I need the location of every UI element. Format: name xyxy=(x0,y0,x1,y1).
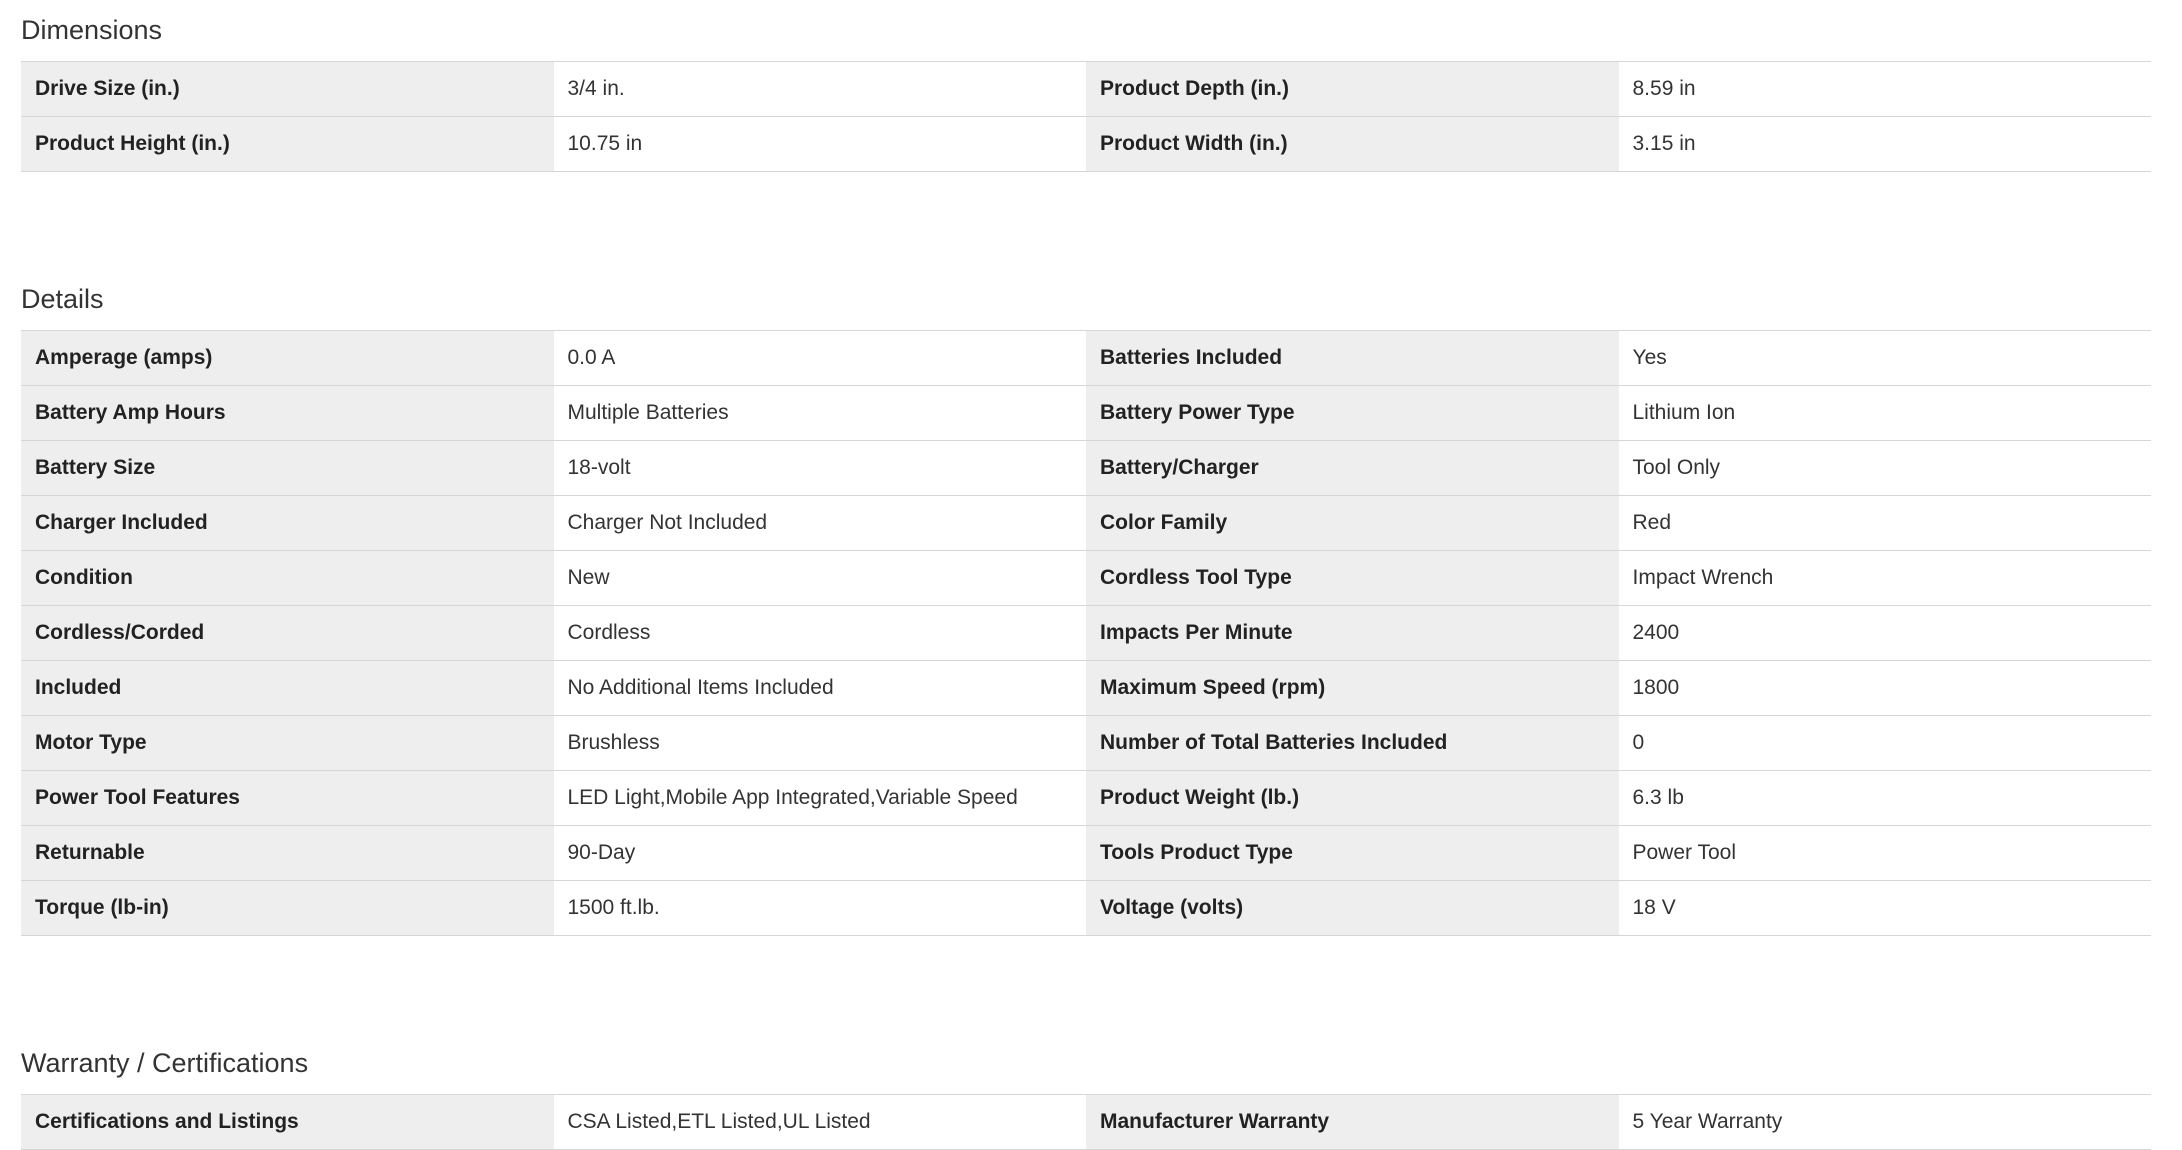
table-row xyxy=(21,117,2151,172)
spec-value: New xyxy=(554,551,1087,605)
spec-value: 10.75 in xyxy=(554,117,1087,171)
spec-value: Multiple Batteries xyxy=(554,386,1087,440)
spec-value: No Additional Items Included xyxy=(554,661,1087,715)
spec-value: 2400 xyxy=(1619,606,2152,660)
spec-value: 8.59 in xyxy=(1619,62,2152,116)
spec-value: 5 Year Warranty xyxy=(1619,1095,2152,1149)
spec-name: Product Height (in.) xyxy=(21,117,554,171)
spec-name: Charger Included xyxy=(21,496,554,550)
spec-name: Power Tool Features xyxy=(21,771,554,825)
warranty-certifications-section xyxy=(21,1033,2151,1150)
spec-value: CSA Listed,ETL Listed,UL Listed xyxy=(554,1095,1087,1149)
spec-value: Cordless xyxy=(554,606,1087,660)
spec-name: Product Width (in.) xyxy=(1086,117,1619,171)
spec-name: Maximum Speed (rpm) xyxy=(1086,661,1619,715)
spec-value: 1500 ft.lb. xyxy=(554,881,1087,935)
spec-name: Battery Size xyxy=(21,441,554,495)
table-row xyxy=(21,1095,2151,1150)
spec-value: 0.0 A xyxy=(554,331,1087,385)
spec-value: 3/4 in. xyxy=(554,62,1087,116)
spec-value: Charger Not Included xyxy=(554,496,1087,550)
spec-value: LED Light,Mobile App Integrated,Variable Speed xyxy=(554,771,1087,825)
spec-name: Number of Total Batteries Included xyxy=(1086,716,1619,770)
spec-name: Motor Type xyxy=(21,716,554,770)
table-row xyxy=(21,551,2151,606)
spec-value: Impact Wrench xyxy=(1619,551,2152,605)
spec-name: Color Family xyxy=(1086,496,1619,550)
spec-value: 18 V xyxy=(1619,881,2152,935)
spec-value: Power Tool xyxy=(1619,826,2152,880)
spec-name: Included xyxy=(21,661,554,715)
section-title-details: Details xyxy=(21,284,104,314)
spec-value: 90-Day xyxy=(554,826,1087,880)
table-row xyxy=(21,606,2151,661)
spec-name: Amperage (amps) xyxy=(21,331,554,385)
table-row xyxy=(21,716,2151,771)
spec-name: Battery Amp Hours xyxy=(21,386,554,440)
spec-name: Manufacturer Warranty xyxy=(1086,1095,1619,1149)
spec-name: Drive Size (in.) xyxy=(21,62,554,116)
spec-name: Condition xyxy=(21,551,554,605)
dimensions-section xyxy=(21,0,2151,172)
dimensions-table xyxy=(21,61,2151,172)
warranty-certifications-table xyxy=(21,1094,2151,1150)
table-row xyxy=(21,331,2151,386)
spec-name: Battery/Charger xyxy=(1086,441,1619,495)
spec-value: Brushless xyxy=(554,716,1087,770)
details-section xyxy=(21,269,2151,936)
spec-name: Voltage (volts) xyxy=(1086,881,1619,935)
table-row xyxy=(21,771,2151,826)
spec-name: Batteries Included xyxy=(1086,331,1619,385)
spec-value: 18-volt xyxy=(554,441,1087,495)
table-row xyxy=(21,441,2151,496)
section-title-dimensions: Dimensions xyxy=(21,15,163,45)
spec-name: Certifications and Listings xyxy=(21,1095,554,1149)
spec-value: 6.3 lb xyxy=(1619,771,2152,825)
specifications-page xyxy=(21,0,2151,1150)
spec-value: 0 xyxy=(1619,716,2152,770)
spec-name: Returnable xyxy=(21,826,554,880)
table-row xyxy=(21,386,2151,441)
spec-value: Lithium Ion xyxy=(1619,386,2152,440)
spec-name: Cordless/Corded xyxy=(21,606,554,660)
spec-name: Product Depth (in.) xyxy=(1086,62,1619,116)
details-table xyxy=(21,330,2151,936)
spec-name: Cordless Tool Type xyxy=(1086,551,1619,605)
spec-name: Impacts Per Minute xyxy=(1086,606,1619,660)
spec-value: Red xyxy=(1619,496,2152,550)
section-title-warranty-certifications: Warranty / Certifications xyxy=(21,1048,309,1078)
spec-name: Product Weight (lb.) xyxy=(1086,771,1619,825)
table-row xyxy=(21,881,2151,936)
spec-value: 3.15 in xyxy=(1619,117,2152,171)
spec-name: Tools Product Type xyxy=(1086,826,1619,880)
table-row xyxy=(21,826,2151,881)
table-row xyxy=(21,62,2151,117)
spec-value: Yes xyxy=(1619,331,2152,385)
spec-name: Battery Power Type xyxy=(1086,386,1619,440)
spec-name: Torque (lb-in) xyxy=(21,881,554,935)
table-row xyxy=(21,661,2151,716)
table-row xyxy=(21,496,2151,551)
spec-value: 1800 xyxy=(1619,661,2152,715)
spec-value: Tool Only xyxy=(1619,441,2152,495)
